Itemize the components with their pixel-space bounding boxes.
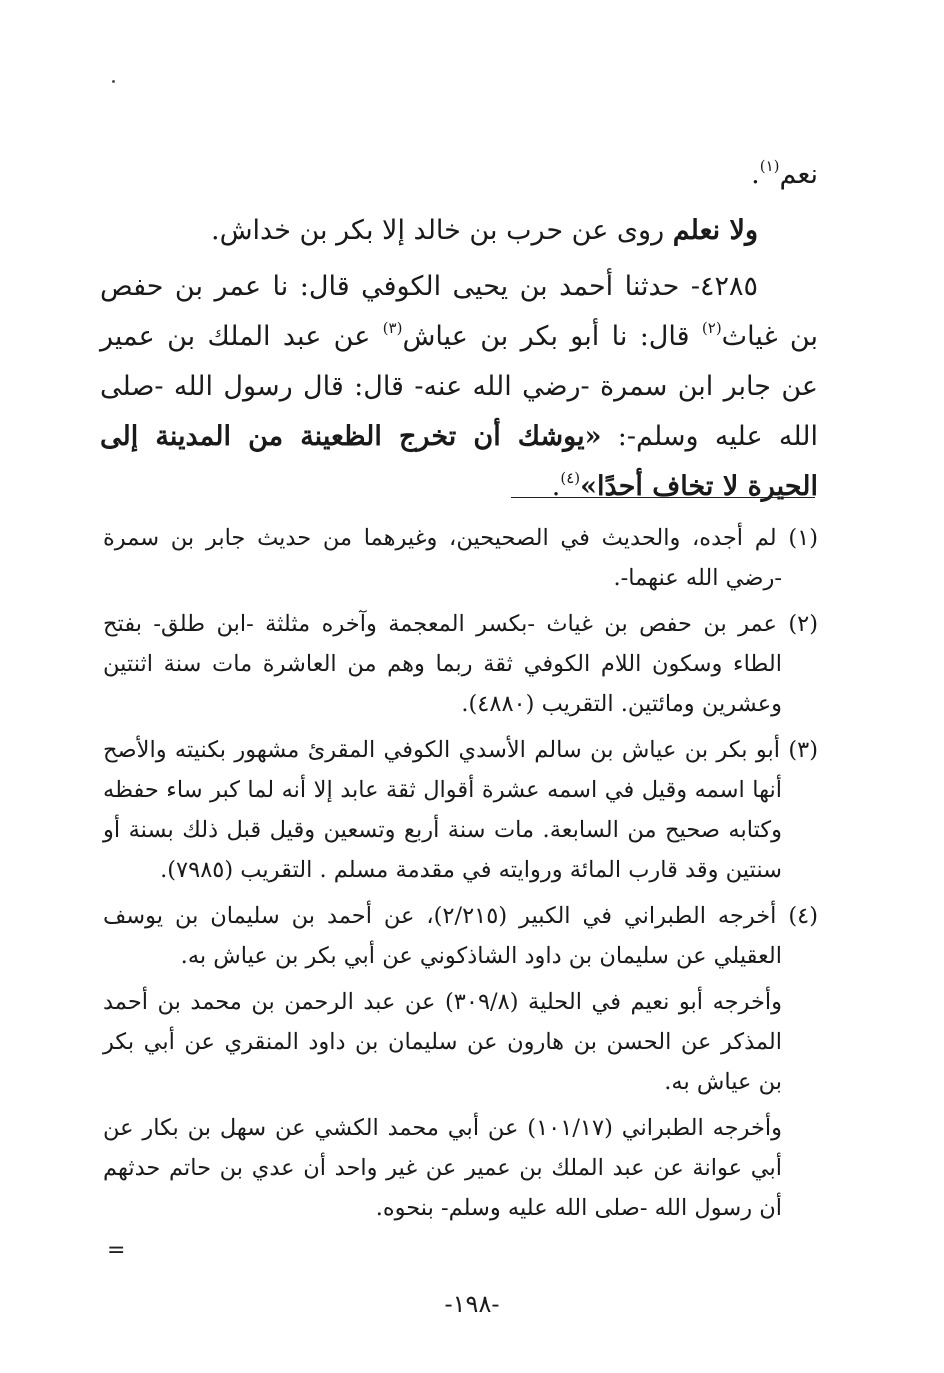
main-text-line-2 [100,206,818,256]
hadith-matn: «يوشك أن تخرج الظعينة من المدينة إلى الحيرة لا تخاف أحدًا» [100,421,818,502]
continuation-mark: = [107,1238,126,1263]
footnote-3: (٣) أبو بكر بن عياش بن سالم الأسدي الكوفي المقرئ مشهور بكنيته والأصح أنها اسمه وقيل في اسمه عشرة أقوال ثقة عابد إلا أنه لما كبر ساء حفظه وكتابه صحيح من السابعة. مات سنة أربع وتسعين وقيل قبل ذلك بسنة أو سنتين وقد قارب المائة وروايته في مقدمة مسلم . التقريب (٧٩٨٥). [103,737,818,883]
hadith-paragraph [100,262,818,512]
footnote-separator [511,497,815,498]
footnote-4-continuation-2: وأخرجه الطبراني (١٠١/١٧) عن أبي محمد الكشي عن سهل بن بكار عن أبي عوانة عن عبد الملك بن عمير عن غير واحد أن عدي بن حاتم حدثهم أن رسول الله -صلى الله عليه وسلم- بنحوه. [103,1115,782,1221]
hadith-end: . [551,471,561,502]
hadith-isnad-a: ٤٢٨٥- حدثنا أحمد بن يحيى الكوفي قال: نا عمر بن حفص بن غياث [100,271,818,352]
footnote-ref-2: (٢) [701,319,722,337]
main-text-line-1 [100,150,818,200]
hadith-isnad-c: عن عبد الملك بن عمير عن جابر ابن سمرة -رضي الله عنه- قال: قال رسول الله -صلى الله عليه وسلم-: [100,321,818,452]
main-line2-text: روى عن حرب بن خالد إلا بكر بن خداش. [211,215,673,246]
main-line2-bold: ولا نعلم [672,215,758,246]
main-line1-end: . [751,159,760,190]
hadith-isnad-b: قال: نا أبو بكر بن عياش [402,321,702,352]
footnote-ref-1: (١) [759,157,780,175]
footnote-ref-4: (٤) [560,469,581,487]
footnote-2: (٢) عمر بن حفص بن غياث -بكسر المعجمة وآخره مثلثة -ابن طلق- بفتح الطاء وسكون اللام الكوفي ثقة ربما وهم من العاشرة مات سنة اثنتين وعشرين ومائتين. التقريب (٤٨٨٠). [103,611,818,717]
footnote-4: (٤) أخرجه الطبراني في الكبير (٢/٢١٥)، عن أحمد بن سليمان بن يوسف العقيلي عن سليمان بن داود الشاذكوني عن أبي بكر بن عياش به. [103,903,818,969]
footnote-1: (١) لم أجده، والحديث في الصحيحين، وغيرهما من حديث جابر بن سمرة -رضي الله عنهما-. [103,525,818,591]
page-number: -١٩٨- [444,1290,500,1318]
footnote-4-continuation-1: وأخرجه أبو نعيم في الحلية (٣٠٩/٨) عن عبد الرحمن بن محمد بن أحمد المذكر عن الحسن بن هارون عن سليمان بن داود المنقري عن أبي بكر بن عياش به. [103,989,782,1095]
footnotes-section [103,518,818,1234]
main-line1-text: نعم [779,159,818,190]
footnote-ref-3: (٣) [382,319,403,337]
scan-speck [112,80,115,83]
